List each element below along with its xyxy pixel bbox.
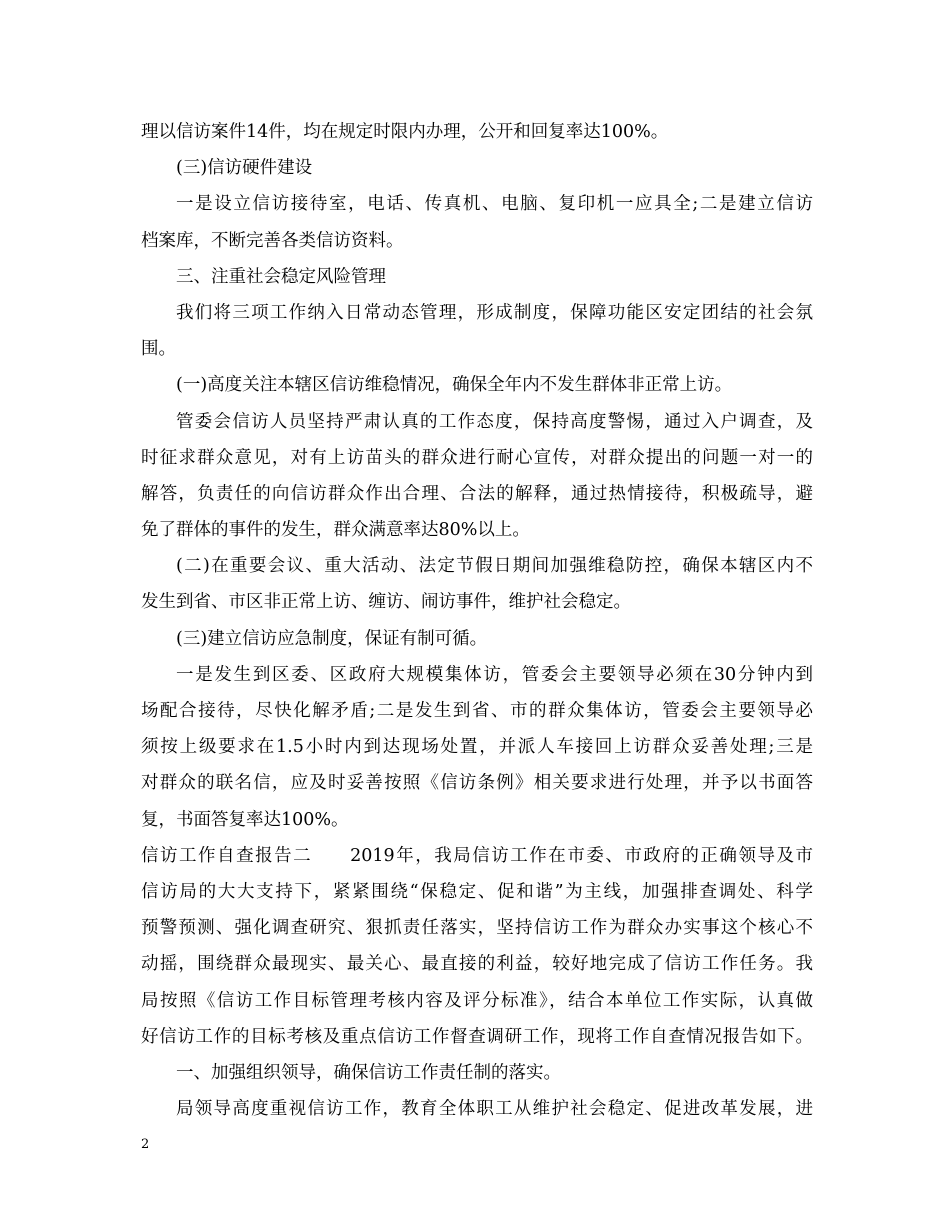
- text-line: 我们将三项工作纳入日常动态管理，形成制度，保障功能区安定团结的社会氛: [176, 302, 813, 323]
- text-line: 局按照《信访工作目标管理考核内容及评分标准》，结合本单位工作实际，认真做: [141, 990, 813, 1011]
- text-line: 时征求群众意见，对有上访苗头的群众进行耐心宣传，对群众提出的问题一对一的: [141, 447, 813, 468]
- text-line: 一、加强组织领导，确保信访工作责任制的落实。: [176, 1062, 561, 1083]
- page-number: 2: [141, 1137, 150, 1152]
- text-line: 复，书面答复率达100%。: [141, 809, 349, 830]
- text-line: 好信访工作的目标考核及重点信访工作督查调研工作，现将工作自查情况报告如下。: [141, 1026, 813, 1047]
- text-line: (三)信访硬件建设: [176, 158, 313, 179]
- text-line: 一是设立信访接待室，电话、传真机、电脑、复印机一应具全;二是建立信访: [176, 194, 813, 215]
- text-line: (一)高度关注本辖区信访维稳情况，确保全年内不发生群体非正常上访。: [176, 375, 733, 396]
- text-line: 局领导高度重视信访工作，教育全体职工从维护社会稳定、促进改革发展，进: [176, 1099, 813, 1120]
- text-line: 场配合接待，尽快化解矛盾;二是发生到省、市的群众集体访，管委会主要领导必: [141, 701, 813, 721]
- text-line: 须按上级要求在1.5小时内到达现场处置，并派人车接回上访群众妥善处理;三是: [141, 737, 813, 758]
- text-line: (二)在重要会议、重大活动、法定节假日期间加强维稳防控，确保本辖区内不: [176, 556, 813, 577]
- text-line: 围。: [141, 339, 176, 360]
- text-line: 免了群体的事件的发生，群众满意率达80%以上。: [141, 520, 530, 541]
- text-line: (三)建立信访应急制度，保证有制可循。: [176, 628, 488, 649]
- text-line: 发生到省、市区非正常上访、缠访、闹访事件，维护社会稳定。: [141, 592, 631, 613]
- text-line: 预警预测、强化调查研究、狠抓责任落实，坚持信访工作为群众办实事这个核心不: [141, 918, 813, 939]
- text-line: 一是发生到区委、区政府大规模集体访，管委会主要领导必须在30分钟内到: [176, 664, 813, 685]
- document-body: [141, 114, 813, 1127]
- text-line: 对群众的联名信，应及时妥善按照《信访条例》相关要求进行处理，并予以书面答: [141, 773, 813, 794]
- text-line: 三、注重社会稳定风险管理: [176, 266, 386, 287]
- text-line: 理以信访案件14件，均在规定时限内办理，公开和回复率达100%。: [141, 122, 669, 142]
- text-line: 信访工作自查报告二 2019年，我局信访工作在市委、市政府的正确领导及市: [141, 845, 813, 866]
- text-line: 信访局的大大支持下，紧紧围绕“保稳定、促和谐”为主线，加强排查调处、科学: [141, 881, 813, 902]
- text-line: 管委会信访人员坚持严肃认真的工作态度，保持高度警惕，通过入户调查，及: [176, 411, 813, 432]
- text-line: 档案库，不断完善各类信访资料。: [141, 230, 404, 251]
- text-line: 动摇，围绕群众最现实、最关心、最直接的利益，较好地完成了信访工作任务。我: [141, 954, 813, 975]
- text-line: 解答，负责任的向信访群众作出合理、合法的解释，通过热情接待，积极疏导，避: [141, 483, 813, 504]
